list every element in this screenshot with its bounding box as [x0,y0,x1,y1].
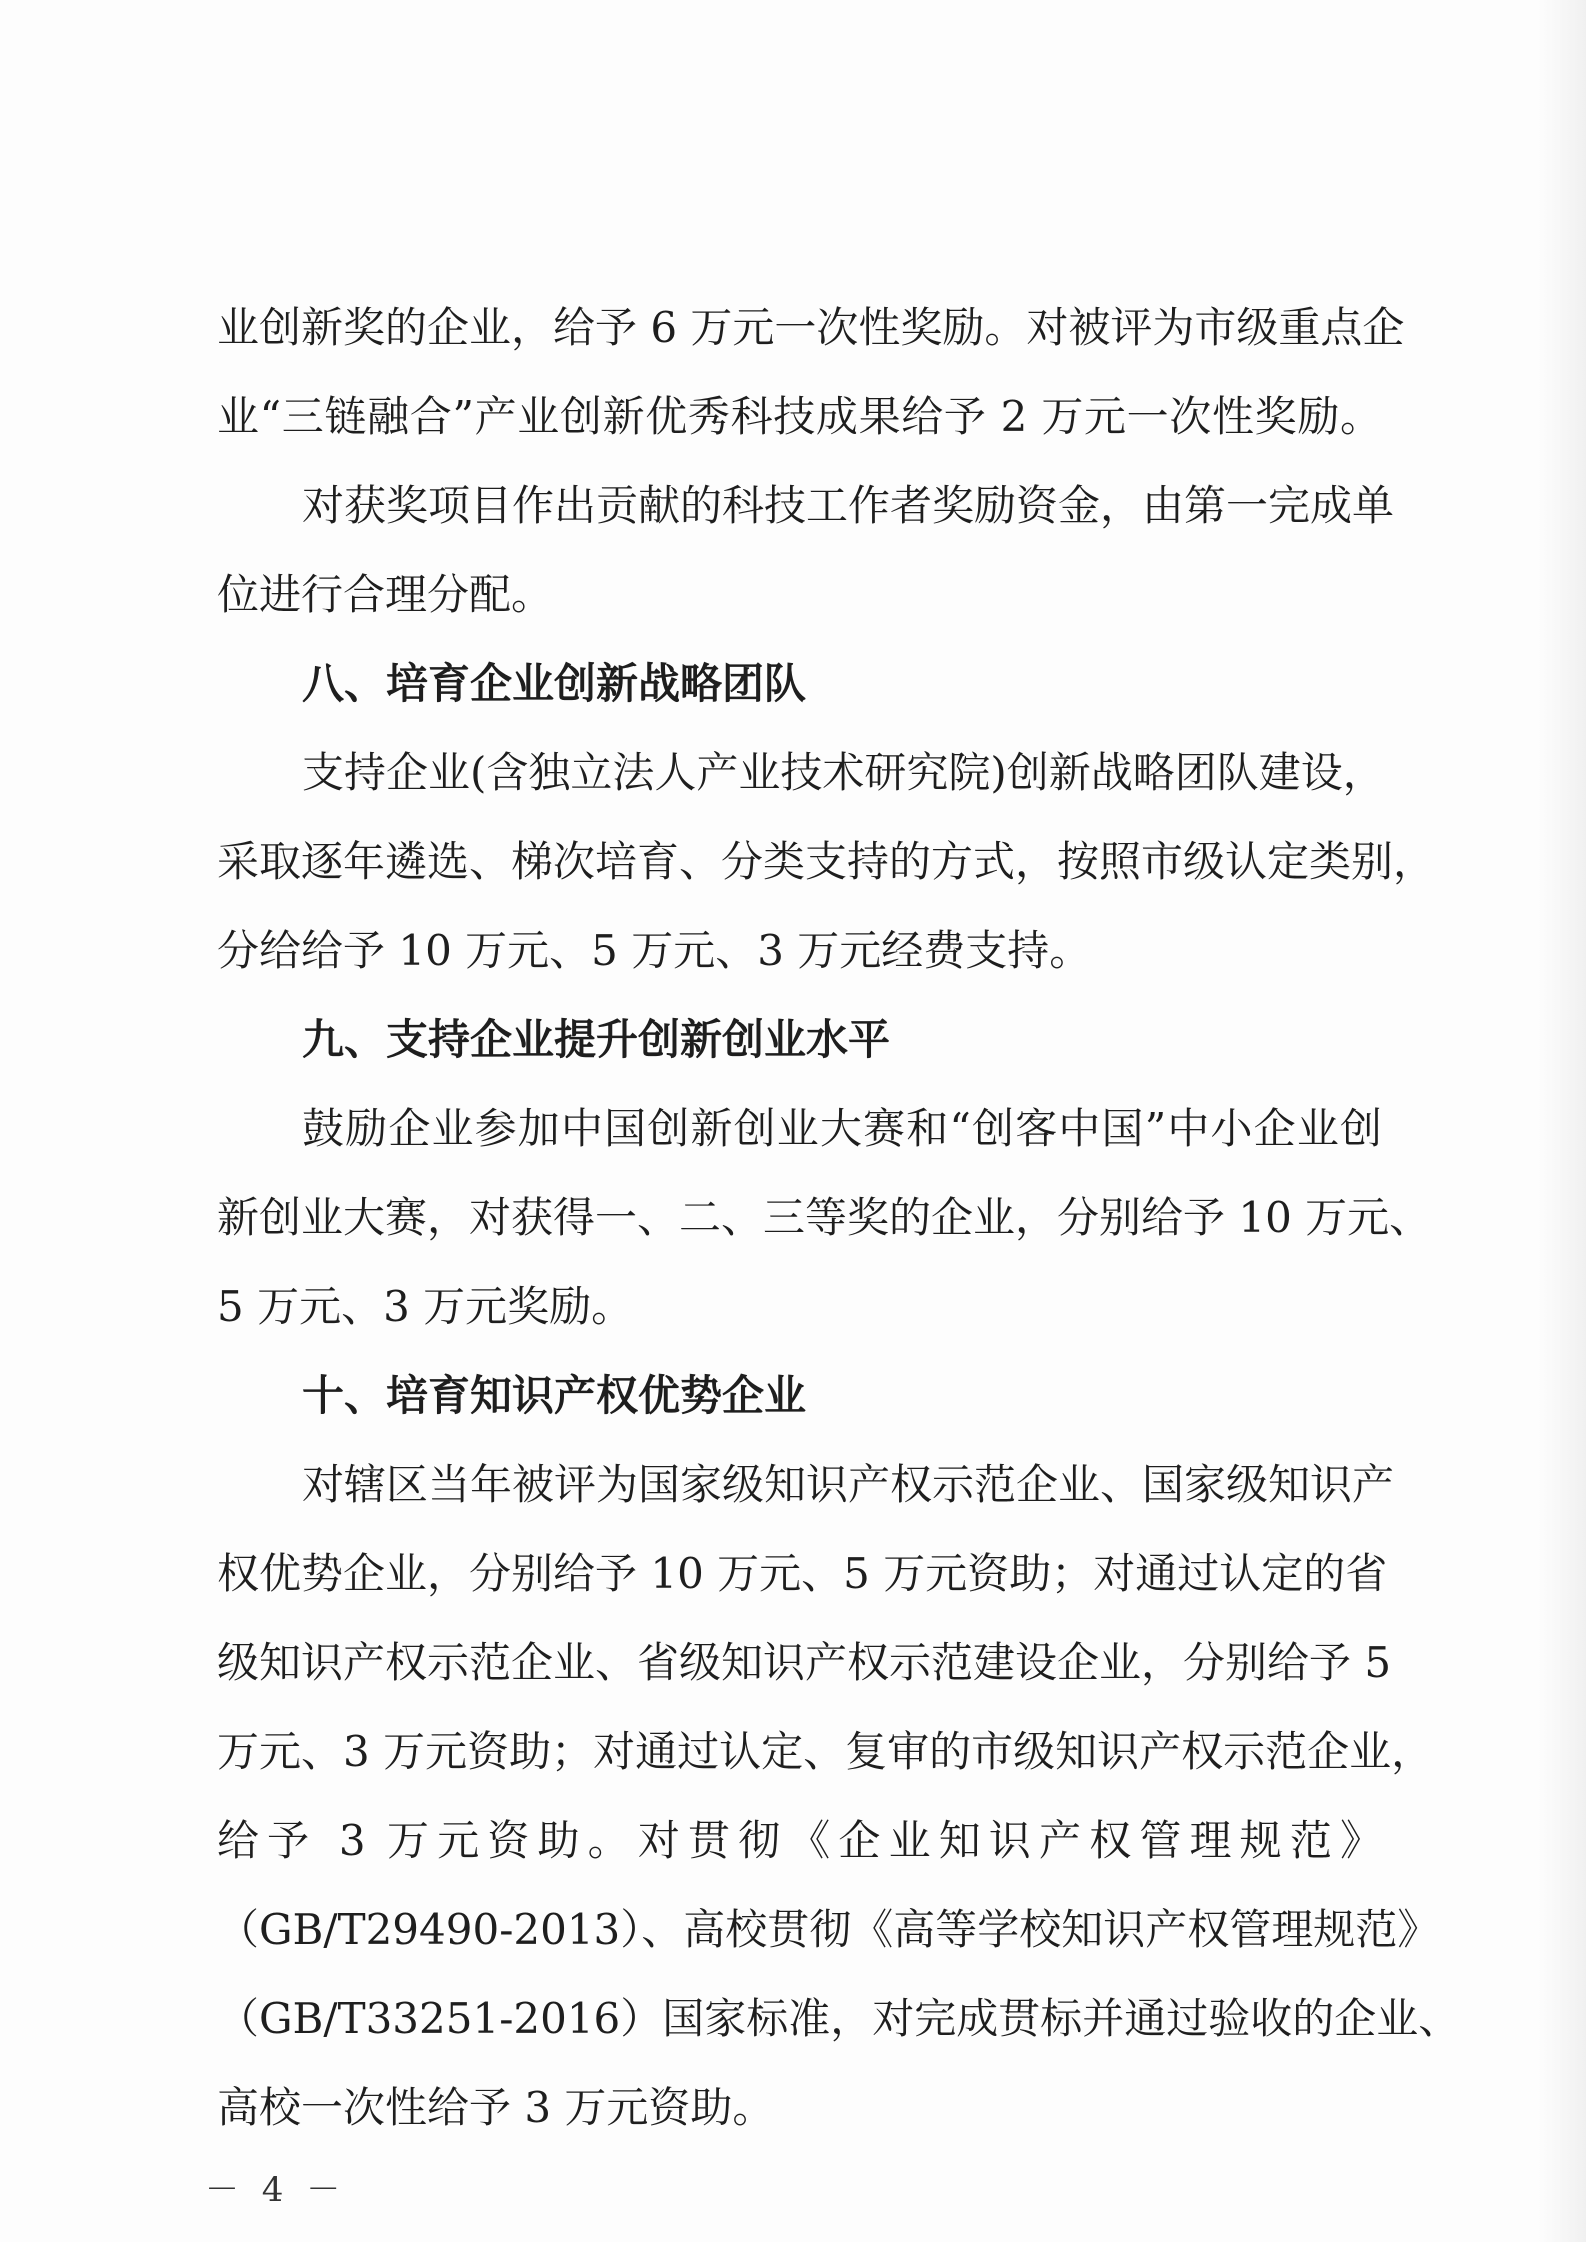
body-text-line: 级知识产权示范企业、省级知识产权示范建设企业，分别给予 5 [217,1638,1392,1687]
body-text-line: 新创业大赛，对获得一、二、三等奖的企业，分别给予 10 万元、 [217,1193,1432,1242]
section-heading-10: 十、培育知识产权优势企业 [302,1371,807,1420]
section-heading-8: 八、培育企业创新战略团队 [302,659,807,708]
body-text-line: （GB/T33251-2016）国家标准，对完成贯标并通过验收的企业、 [217,1994,1461,2043]
body-text-line: 对获奖项目作出贡献的科技工作者奖励资金，由第一完成单 [302,481,1395,530]
body-text-line: 业“三链融合”产业创新优秀科技成果给予 2 万元一次性奖励。 [217,392,1382,441]
body-text-line: 对辖区当年被评为国家级知识产权示范企业、国家级知识产 [302,1460,1395,1509]
page-edge-shadow [1538,0,1586,2242]
body-text-line: 业创新奖的企业，给予 6 万元一次性奖励。对被评为市级重点企 [217,303,1405,352]
body-text-line: （GB/T29490-2013）、高校贯彻《高等学校知识产权管理规范》 [217,1905,1440,1954]
section-heading-9: 九、支持企业提升创新创业水平 [302,1015,891,1064]
body-text-line: 万元、3 万元资助；对通过认定、复审的市级知识产权示范企业， [217,1727,1434,1776]
body-text-line: 鼓励企业参加中国创新创业大赛和“创客中国”中小企业创 [302,1104,1382,1153]
page-number: － 4 － [205,2170,347,2210]
body-text-line: 给予 3 万元资助。对贯彻《企业知识产权管理规范》 [217,1816,1382,1865]
body-text-line: 权优势企业，分别给予 10 万元、5 万元资助；对通过认定的省 [217,1549,1388,1598]
body-text-line: 支持企业(含独立法人产业技术研究院)创新战略团队建设， [302,748,1385,797]
body-text-line: 高校一次性给予 3 万元资助。 [217,2083,775,2132]
body-text-line: 采取逐年遴选、梯次培育、分类支持的方式，按照市级认定类别， [217,837,1436,886]
body-text-line: 5 万元、3 万元奖励。 [217,1282,634,1331]
body-text-line: 分给给予 10 万元、5 万元、3 万元经费支持。 [217,926,1092,975]
body-text-line: 位进行合理分配。 [217,570,554,619]
